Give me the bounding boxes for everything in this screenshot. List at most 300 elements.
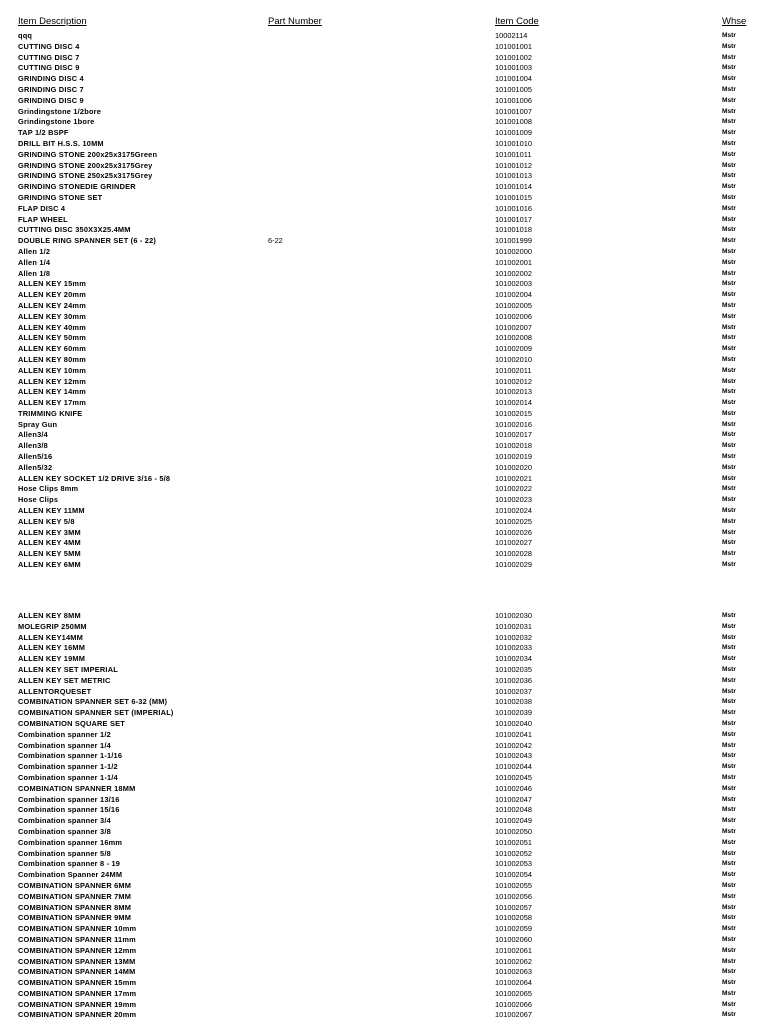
warehouse: Mstr (722, 215, 736, 223)
item-code: 101002051 (495, 837, 532, 847)
item-code: 101001016 (495, 203, 532, 213)
item-description: COMBINATION SPANNER 6MM (18, 880, 132, 890)
warehouse: Mstr (722, 442, 736, 450)
item-description: COMBINATION SPANNER 7MM (18, 891, 132, 901)
item-description: ALLEN KEY 14mm (18, 387, 86, 397)
part-number: 6-22 (268, 236, 283, 246)
item-description: TRIMMING KNIFE (18, 408, 83, 418)
item-code: 101002029 (495, 560, 532, 570)
item-description: COMBINATION SPANNER 13MM (18, 956, 136, 966)
warehouse: Mstr (722, 979, 736, 987)
item-code: 101002040 (495, 718, 532, 728)
warehouse: Mstr (722, 204, 736, 212)
item-code: 101002054 (495, 870, 532, 880)
item-code: 101002060 (495, 934, 532, 944)
item-description: Allen 1/8 (18, 268, 51, 278)
item-description: ALLEN KEY 5/8 (18, 516, 75, 526)
warehouse: Mstr (722, 64, 736, 72)
item-code: 101002005 (495, 300, 532, 310)
table-row (0, 387, 768, 398)
warehouse: Mstr (722, 849, 736, 857)
table-row (0, 96, 768, 107)
item-code: 101002061 (495, 945, 532, 955)
table-row (0, 730, 768, 741)
table-row (0, 913, 768, 924)
table-row (0, 633, 768, 644)
item-code: 101002016 (495, 419, 532, 429)
table-row (0, 128, 768, 139)
item-code: 101002055 (495, 880, 532, 890)
warehouse: Mstr (722, 377, 736, 385)
warehouse: Mstr (722, 291, 736, 299)
item-description: Grindingstone 1/2bore (18, 106, 102, 116)
item-description: ALLEN KEY 8MM (18, 611, 81, 620)
table-row (0, 654, 768, 665)
header-whse: Whse (722, 16, 747, 27)
item-description: ALLEN KEY 4MM (18, 538, 81, 548)
table-row (0, 269, 768, 280)
item-code: 101002050 (495, 826, 532, 836)
item-code: 101002033 (495, 643, 532, 653)
warehouse: Mstr (722, 773, 736, 781)
item-description: GRINDING DISC 9 (18, 95, 84, 105)
item-code: 101002053 (495, 859, 532, 869)
item-code: 101002030 (495, 611, 532, 620)
warehouse: Mstr (722, 334, 736, 342)
table-row (0, 795, 768, 806)
item-description: ALLEN KEY 6MM (18, 560, 81, 570)
item-code: 101002003 (495, 279, 532, 289)
item-code: 101001013 (495, 171, 532, 181)
item-description: Hose Clips 8mm (18, 484, 79, 494)
item-description: Allen5/32 (18, 462, 53, 472)
item-description: CUTTING DISC 4 (18, 41, 80, 51)
warehouse: Mstr (722, 817, 736, 825)
table-row (0, 161, 768, 172)
warehouse: Mstr (722, 633, 736, 641)
table-row (0, 560, 768, 571)
item-description: Allen 1/4 (18, 257, 51, 267)
item-description: ALLEN KEY 24mm (18, 300, 86, 310)
table-row (0, 139, 768, 150)
item-code: 101001999 (495, 236, 532, 246)
warehouse: Mstr (722, 687, 736, 695)
table-row (0, 870, 768, 881)
table-row (0, 258, 768, 269)
item-description: DRILL BIT H.S.S. 10MM (18, 138, 104, 148)
table-row (0, 247, 768, 258)
table-row (0, 301, 768, 312)
table-row (0, 676, 768, 687)
warehouse: Mstr (722, 827, 736, 835)
column-header-row (0, 16, 768, 28)
item-code: 101002018 (495, 441, 532, 451)
warehouse: Mstr (722, 366, 736, 374)
item-code: 101002057 (495, 902, 532, 912)
item-description: COMBINATION SPANNER 9MM (18, 913, 132, 923)
item-code: 101002035 (495, 664, 532, 674)
item-code: 101002038 (495, 697, 532, 707)
warehouse: Mstr (722, 676, 736, 684)
table-row (0, 967, 768, 978)
item-description: ALLEN KEY 17mm (18, 398, 86, 408)
item-code: 101001001 (495, 41, 532, 51)
item-code: 101002032 (495, 632, 532, 642)
warehouse: Mstr (722, 989, 736, 997)
item-description: Hose Clips (18, 495, 59, 505)
table-row (0, 978, 768, 989)
item-description: ALLEN KEY 5MM (18, 549, 81, 559)
item-description: ALLEN KEY SET METRIC (18, 675, 111, 685)
warehouse: Mstr (722, 453, 736, 461)
warehouse: Mstr (722, 752, 736, 760)
warehouse: Mstr (722, 517, 736, 525)
item-description: Combination spanner 1-1/2 (18, 762, 118, 772)
item-description: Combination spanner 1-1/4 (18, 772, 118, 782)
item-code: 101002023 (495, 495, 532, 505)
table-row (0, 935, 768, 946)
item-code: 101001003 (495, 63, 532, 73)
item-description: CUTTING DISC 7 (18, 52, 80, 62)
warehouse: Mstr (722, 925, 736, 933)
table-row (0, 517, 768, 528)
item-code: 101002067 (495, 1010, 532, 1020)
item-description: Allen3/4 (18, 430, 48, 440)
item-description: ALLEN KEY 15mm (18, 279, 86, 289)
warehouse: Mstr (722, 172, 736, 180)
table-row (0, 708, 768, 719)
table-row (0, 903, 768, 914)
warehouse: Mstr (722, 258, 736, 266)
warehouse: Mstr (722, 946, 736, 954)
item-code: 101002062 (495, 956, 532, 966)
table-row (0, 611, 768, 622)
table-row (0, 549, 768, 560)
item-description: ALLEN KEY 16MM (18, 643, 86, 653)
item-code: 101002014 (495, 398, 532, 408)
item-code: 101002052 (495, 848, 532, 858)
warehouse: Mstr (722, 665, 736, 673)
table-row (0, 452, 768, 463)
item-description: COMBINATION SPANNER 14MM (18, 967, 136, 977)
warehouse: Mstr (722, 622, 736, 630)
warehouse: Mstr (722, 474, 736, 482)
item-code: 101002024 (495, 506, 532, 516)
item-code: 101002047 (495, 794, 532, 804)
item-code: 101002009 (495, 344, 532, 354)
item-code: 101001007 (495, 106, 532, 116)
warehouse: Mstr (722, 75, 736, 83)
warehouse: Mstr (722, 881, 736, 889)
table-row (0, 215, 768, 226)
item-code: 101002007 (495, 322, 532, 332)
item-code: 101002004 (495, 290, 532, 300)
warehouse: Mstr (722, 730, 736, 738)
item-description: ALLEN KEY 12mm (18, 376, 86, 386)
item-description: Combination spanner 3/8 (18, 826, 111, 836)
table-row (0, 441, 768, 452)
table-row (0, 751, 768, 762)
table-row (0, 74, 768, 85)
item-description: COMBINATION SPANNER 17mm (18, 988, 137, 998)
table-row (0, 1000, 768, 1011)
warehouse: Mstr (722, 903, 736, 911)
table-row (0, 827, 768, 838)
item-code: 101001012 (495, 160, 532, 170)
table-row (0, 495, 768, 506)
item-description: Combination spanner 1-1/16 (18, 751, 123, 761)
item-code: 101002011 (495, 365, 532, 375)
item-description: ALLEN KEY 80mm (18, 354, 86, 364)
item-description: COMBINATION SPANNER 12mm (18, 945, 137, 955)
warehouse: Mstr (722, 226, 736, 234)
warehouse: Mstr (722, 301, 736, 309)
table-row (0, 107, 768, 118)
warehouse: Mstr (722, 784, 736, 792)
warehouse: Mstr (722, 806, 736, 814)
item-description: ALLEN KEY 40mm (18, 322, 86, 332)
table-row (0, 957, 768, 968)
warehouse: Mstr (722, 507, 736, 515)
item-code: 101002025 (495, 516, 532, 526)
item-code: 101002006 (495, 311, 532, 321)
item-description: COMBINATION SPANNER SET 6-32 (MM) (18, 697, 168, 707)
item-description: GRINDING STONE SET (18, 192, 103, 202)
table-row (0, 816, 768, 827)
warehouse: Mstr (722, 655, 736, 663)
item-code: 101002026 (495, 527, 532, 537)
warehouse: Mstr (722, 247, 736, 255)
warehouse: Mstr (722, 193, 736, 201)
warehouse: Mstr (722, 871, 736, 879)
table-row (0, 333, 768, 344)
item-code: 101002059 (495, 924, 532, 934)
warehouse: Mstr (722, 388, 736, 396)
item-code: 101001011 (495, 149, 532, 159)
item-code: 101001018 (495, 225, 532, 235)
warehouse: Mstr (722, 914, 736, 922)
table-row (0, 687, 768, 698)
warehouse: Mstr (722, 345, 736, 353)
item-description: GRINDING STONE 200x25x3175Green (18, 149, 158, 159)
item-description: ALLEN KEY SET IMPERIAL (18, 664, 118, 674)
warehouse: Mstr (722, 85, 736, 93)
item-description: ALLEN KEY 20mm (18, 290, 86, 300)
warehouse: Mstr (722, 644, 736, 652)
item-code: 101002043 (495, 751, 532, 761)
warehouse: Mstr (722, 42, 736, 50)
warehouse: Mstr (722, 53, 736, 61)
warehouse: Mstr (722, 463, 736, 471)
warehouse: Mstr (722, 420, 736, 428)
table-row (0, 150, 768, 161)
warehouse: Mstr (722, 409, 736, 417)
warehouse: Mstr (722, 860, 736, 868)
item-code: 101001008 (495, 117, 532, 127)
warehouse: Mstr (722, 957, 736, 965)
table-row (0, 323, 768, 334)
item-code: 101002028 (495, 549, 532, 559)
table-row (0, 665, 768, 676)
item-description: qqq (18, 31, 33, 40)
table-row (0, 892, 768, 903)
item-description: ALLEN KEY 50mm (18, 333, 86, 343)
table-row (0, 117, 768, 128)
warehouse: Mstr (722, 150, 736, 158)
item-description: ALLEN KEY 60mm (18, 344, 86, 354)
table-row (0, 377, 768, 388)
item-code: 101001010 (495, 138, 532, 148)
item-code: 101002049 (495, 816, 532, 826)
warehouse: Mstr (722, 763, 736, 771)
item-description: Combination spanner 8 - 19 (18, 859, 121, 869)
warehouse: Mstr (722, 485, 736, 493)
warehouse: Mstr (722, 280, 736, 288)
item-description: Combination spanner 5/8 (18, 848, 111, 858)
item-description: GRINDING STONE 250x25x3175Grey (18, 171, 153, 181)
table-row (0, 484, 768, 495)
table-row (0, 420, 768, 431)
header-part-number: Part Number (268, 16, 322, 27)
table-row (0, 204, 768, 215)
warehouse: Mstr (722, 312, 736, 320)
item-description: ALLEN KEY 10mm (18, 365, 86, 375)
table-row (0, 63, 768, 74)
item-code: 101002048 (495, 805, 532, 815)
item-code: 101002012 (495, 376, 532, 386)
warehouse: Mstr (722, 612, 736, 619)
warehouse: Mstr (722, 399, 736, 407)
item-description: COMBINATION SPANNER 8MM (18, 902, 132, 912)
table-row (0, 225, 768, 236)
warehouse: Mstr (722, 935, 736, 943)
table-row (0, 881, 768, 892)
item-code: 101002058 (495, 913, 532, 923)
warehouse: Mstr (722, 1000, 736, 1008)
item-code: 101002065 (495, 988, 532, 998)
item-description: ALLEN KEY 30mm (18, 311, 86, 321)
table-row (0, 236, 768, 247)
item-description: Grindingstone 1bore (18, 117, 95, 127)
warehouse: Mstr (722, 795, 736, 803)
item-code: 101002034 (495, 654, 532, 664)
table-row (0, 643, 768, 654)
warehouse: Mstr (722, 968, 736, 976)
warehouse: Mstr (722, 561, 736, 569)
table-row (0, 773, 768, 784)
warehouse: Mstr (722, 269, 736, 277)
item-description: COMBINATION SPANNER 20mm (18, 1010, 137, 1020)
table-row (0, 506, 768, 517)
warehouse: Mstr (722, 323, 736, 331)
table-row (0, 366, 768, 377)
item-description: ALLENTORQUESET (18, 686, 92, 696)
item-code: 101002015 (495, 408, 532, 418)
warehouse: Mstr (722, 96, 736, 104)
item-description: Allen 1/2 (18, 246, 51, 256)
table-row (0, 762, 768, 773)
warehouse: Mstr (722, 431, 736, 439)
item-description: COMBINATION SPANNER SET (IMPERIAL) (18, 708, 174, 718)
table-row (0, 538, 768, 549)
item-description: Allen3/8 (18, 441, 48, 451)
item-code: 101002041 (495, 729, 532, 739)
item-code: 101002039 (495, 708, 532, 718)
item-description: TAP 1/2 BSPF (18, 128, 69, 138)
item-description: Combination spanner 16mm (18, 837, 123, 847)
item-code: 101001009 (495, 128, 532, 138)
item-description: Allen5/16 (18, 452, 53, 462)
item-code: 101002010 (495, 354, 532, 364)
item-description: GRINDING DISC 4 (18, 74, 84, 84)
table-row (0, 1010, 768, 1021)
table-row (0, 719, 768, 730)
warehouse: Mstr (722, 838, 736, 846)
item-code: 101002031 (495, 621, 532, 631)
item-code: 101002036 (495, 675, 532, 685)
warehouse: Mstr (722, 741, 736, 749)
table-row (0, 42, 768, 53)
item-code: 101002027 (495, 538, 532, 548)
item-code: 101002044 (495, 762, 532, 772)
table-row (0, 989, 768, 1000)
item-code: 101002020 (495, 462, 532, 472)
table-row (0, 171, 768, 182)
item-description: MOLEGRIP 250MM (18, 621, 87, 631)
item-description: COMBINATION SPANNER 11mm (18, 934, 136, 944)
table-row (0, 946, 768, 957)
table-row (0, 398, 768, 409)
item-description: COMBINATION SPANNER 15mm (18, 978, 137, 988)
warehouse: Mstr (722, 496, 736, 504)
table-row (0, 805, 768, 816)
header-item-description: Item Description (18, 16, 87, 27)
item-description: DOUBLE RING SPANNER SET (6 - 22) (18, 236, 157, 246)
warehouse: Mstr (722, 539, 736, 547)
item-code: 101002008 (495, 333, 532, 343)
table-row (0, 474, 768, 485)
item-code: 101002037 (495, 686, 532, 696)
item-code: 101002042 (495, 740, 532, 750)
item-description: Combination spanner 13/16 (18, 794, 120, 804)
item-description: GRINDING DISC 7 (18, 84, 84, 94)
table-row (0, 697, 768, 708)
table-row (0, 463, 768, 474)
table-row (0, 344, 768, 355)
item-code: 101001002 (495, 52, 532, 62)
item-description: ALLEN KEY 3MM (18, 527, 81, 537)
table-row (0, 53, 768, 64)
warehouse: Mstr (722, 32, 736, 39)
item-description: GRINDING STONEDIE GRINDER (18, 182, 136, 192)
item-code: 101002021 (495, 473, 532, 483)
table-row (0, 430, 768, 441)
item-list-block-2 (0, 611, 768, 1021)
item-code: 101002019 (495, 452, 532, 462)
item-code: 101002045 (495, 772, 532, 782)
item-description: ALLEN KEY 11MM (18, 506, 85, 516)
item-description: Combination Spanner 24MM (18, 870, 123, 880)
item-code: 101002063 (495, 967, 532, 977)
item-code: 101002056 (495, 891, 532, 901)
table-row (0, 838, 768, 849)
item-description: FLAP WHEEL (18, 214, 68, 224)
item-code: 101002064 (495, 978, 532, 988)
item-description: ALLEN KEY 19MM (18, 654, 86, 664)
table-row (0, 290, 768, 301)
item-code: 101002046 (495, 783, 532, 793)
header-item-code: Item Code (495, 16, 539, 27)
